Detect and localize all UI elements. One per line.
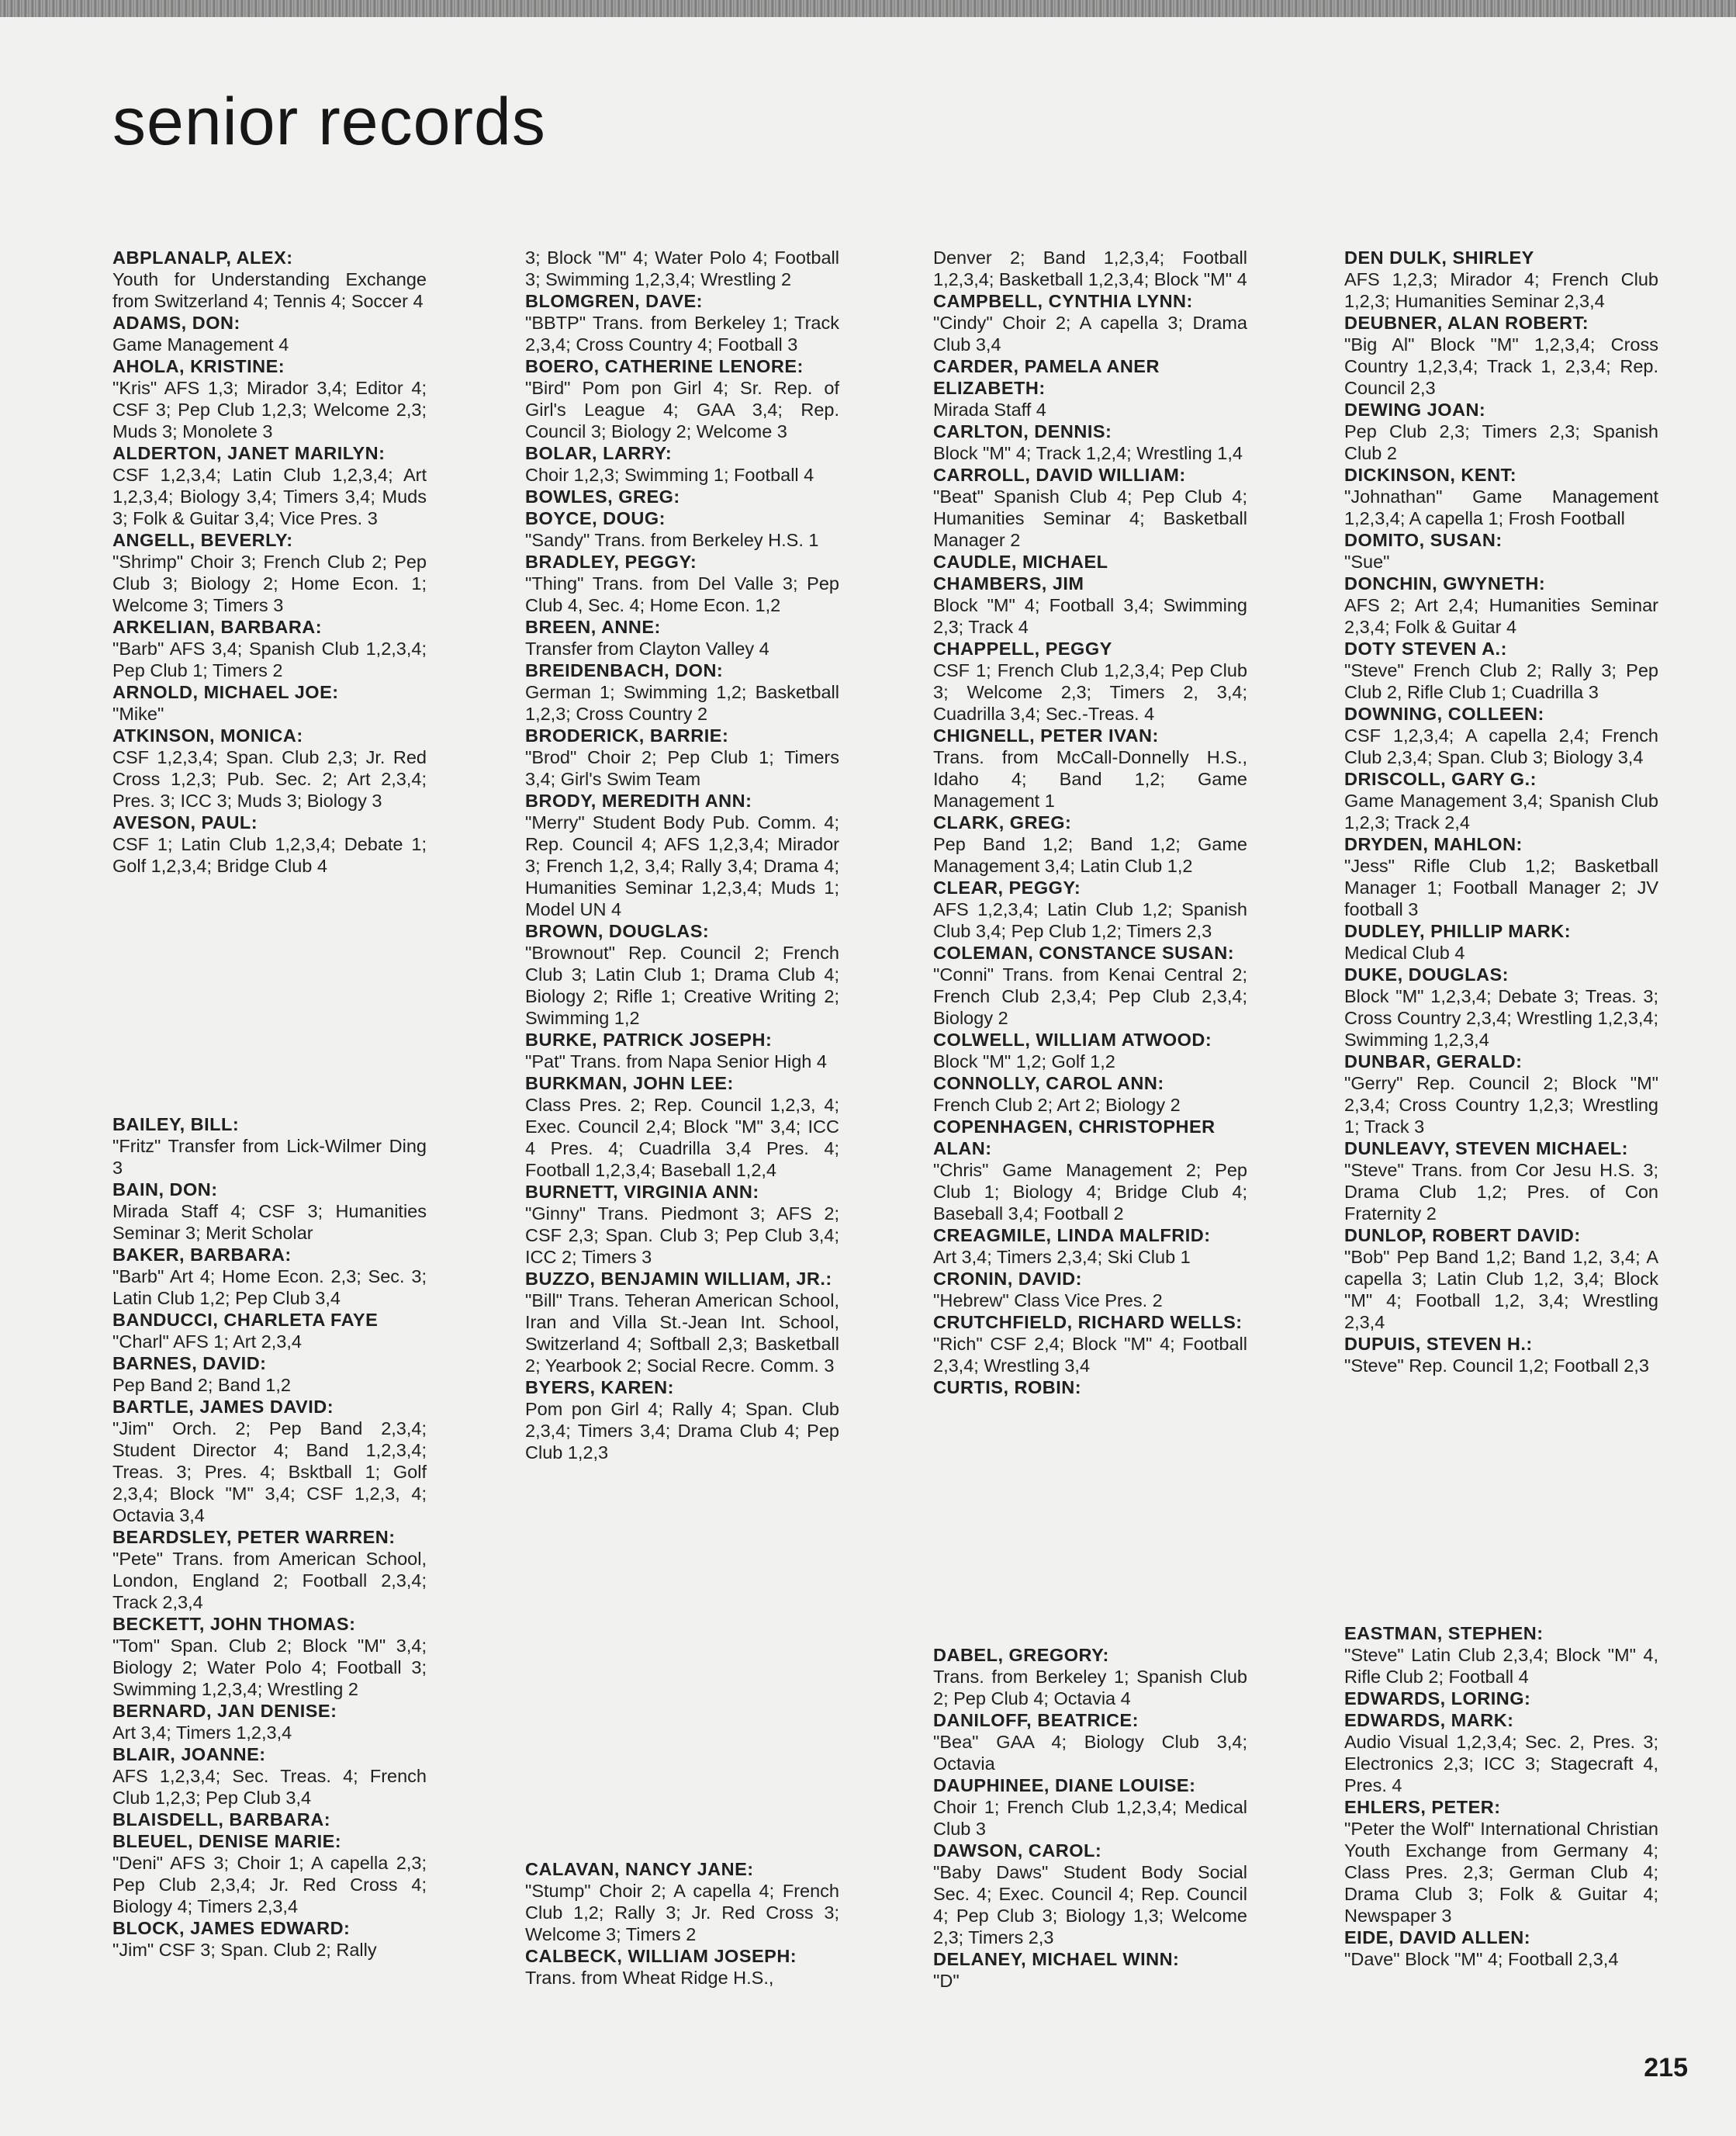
activity-list: "Fritz" Transfer from Lick-Wilmer Ding 3 bbox=[112, 1136, 427, 1178]
record-entry bbox=[525, 442, 839, 486]
activity-list: CSF 1; Latin Club 1,2,3,4; Debate 1; Golf 1,2,3,4; Bridge Club 4 bbox=[112, 834, 427, 876]
block-d-records-2 bbox=[1344, 247, 1658, 1376]
record-entry bbox=[112, 1526, 427, 1613]
student-name: BURKMAN, JOHN LEE: bbox=[525, 1073, 734, 1093]
page-title: senior records bbox=[112, 85, 546, 159]
activity-list: "Pat" Trans. from Napa Senior High 4 bbox=[525, 1051, 827, 1071]
activity-list: German 1; Swimming 1,2; Basketball 1,2,3; Cross Country 2 bbox=[525, 682, 839, 724]
record-entry bbox=[1344, 247, 1658, 312]
student-name: BAKER, BARBARA: bbox=[112, 1245, 292, 1265]
student-name: COLEMAN, CONSTANCE SUSAN: bbox=[933, 943, 1235, 963]
record-entry bbox=[1344, 1709, 1658, 1796]
record-entry bbox=[112, 355, 427, 442]
student-name: CURTIS, ROBIN: bbox=[933, 1377, 1082, 1397]
activity-list: "Steve" Latin Club 2,3,4; Block "M" 4, Rifle Club 2; Football 4 bbox=[1344, 1645, 1658, 1687]
activity-list: Game Management 3,4; Spanish Club 1,2,3; Track 2,4 bbox=[1344, 791, 1658, 833]
activity-list: "Merry" Student Body Pub. Comm. 4; Rep. Council 4; AFS 1,2,3,4; Mirador 3; French 1,2, 3,4; Rally 3,4; Drama 4; Humanities Seminar 1,2,3,4; Muds 1; Model UN 4 bbox=[525, 812, 839, 919]
record-entry bbox=[112, 681, 427, 725]
record-entry bbox=[525, 920, 839, 1029]
activity-list: AFS 2; Art 2,4; Humanities Seminar 2,3,4; Folk & Guitar 4 bbox=[1344, 595, 1658, 637]
record-entry bbox=[933, 1268, 1247, 1311]
record-entry bbox=[933, 1029, 1247, 1072]
record-entry bbox=[933, 290, 1247, 355]
student-name: ALDERTON, JANET MARILYN: bbox=[112, 443, 386, 463]
student-name: EASTMAN, STEPHEN: bbox=[1344, 1623, 1544, 1643]
activity-list: Medical Club 4 bbox=[1344, 943, 1465, 963]
activity-list: Trans. from McCall-Donnelly H.S., Idaho 4; Band 1,2; Game Management 1 bbox=[933, 747, 1247, 811]
record-entry bbox=[933, 1311, 1247, 1376]
student-name: BLAIR, JOANNE: bbox=[112, 1744, 266, 1764]
activity-list: AFS 1,2,3,4; Sec. Treas. 4; French Club 1,2,3; Pep Club 3,4 bbox=[112, 1766, 427, 1808]
record-entry bbox=[112, 616, 427, 681]
record-entry bbox=[525, 725, 839, 790]
activity-list: CSF 1,2,3,4; A capella 2,4; French Club 2,3,4; Span. Club 3; Biology 3,4 bbox=[1344, 725, 1658, 767]
activity-list: Art 3,4; Timers 2,3,4; Ski Club 1 bbox=[933, 1247, 1191, 1267]
activity-list: Mirada Staff 4; CSF 3; Humanities Seminar 3; Merit Scholar bbox=[112, 1201, 427, 1243]
record-entry bbox=[112, 1743, 427, 1809]
block-b-records-2 bbox=[525, 247, 839, 1463]
activity-list: Choir 1; French Club 1,2,3,4; Medical Club 3 bbox=[933, 1797, 1247, 1839]
student-name: CALBECK, WILLIAM JOSEPH: bbox=[525, 1946, 797, 1966]
activity-list: "Bob" Pep Band 1,2; Band 1,2, 3,4; A capella 3; Latin Club 1,2, 3,4; Block "M" 4; Football 1,2, 3,4; Wrestling 2,3,4 bbox=[1344, 1247, 1658, 1332]
student-name: CHAMBERS, JIM bbox=[933, 573, 1084, 594]
student-name: DOWNING, COLLEEN: bbox=[1344, 704, 1544, 724]
record-entry bbox=[112, 1830, 427, 1917]
student-name: EHLERS, PETER: bbox=[1344, 1797, 1501, 1817]
student-name: BEARDSLEY, PETER WARREN: bbox=[112, 1527, 396, 1547]
record-entry bbox=[933, 1376, 1247, 1398]
activity-list: Denver 2; Band 1,2,3,4; Football 1,2,3,4; Basketball 1,2,3,4; Block "M" 4 bbox=[933, 248, 1247, 289]
record-entry bbox=[1344, 1622, 1658, 1688]
student-name: AHOLA, KRISTINE: bbox=[112, 356, 285, 376]
student-name: DOTY STEVEN A.: bbox=[1344, 639, 1507, 659]
activity-list: Block "M" 1,2,3,4; Debate 3; Treas. 3; Cross Country 2,3,4; Wrestling 1,2,3,4; Swimming 1,2,3,4 bbox=[1344, 986, 1658, 1050]
scan-top-edge bbox=[0, 0, 1736, 17]
student-name: CLARK, GREG: bbox=[933, 812, 1072, 833]
record-entry bbox=[933, 1644, 1247, 1709]
student-name: DRISCOLL, GARY G.: bbox=[1344, 769, 1537, 789]
record-entry bbox=[933, 573, 1247, 638]
record-entry bbox=[112, 1700, 427, 1743]
student-name: CHAPPELL, PEGGY bbox=[933, 639, 1112, 659]
record-entry bbox=[112, 1917, 427, 1961]
student-name: CARROLL, DAVID WILLIAM: bbox=[933, 465, 1186, 485]
activity-list: "Barb" AFS 3,4; Spanish Club 1,2,3,4; Pep Club 1; Timers 2 bbox=[112, 639, 427, 680]
student-name: BERNARD, JAN DENISE: bbox=[112, 1701, 337, 1721]
record-entry bbox=[1344, 399, 1658, 464]
record-entry bbox=[112, 725, 427, 812]
student-name: DABEL, GREGORY: bbox=[933, 1645, 1109, 1665]
record-entry bbox=[1344, 1927, 1658, 1970]
record-entry bbox=[933, 1072, 1247, 1116]
activity-list: "Jim" Orch. 2; Pep Band 2,3,4; Student Director 4; Band 1,2,3,4; Treas. 3; Pres. 4; Bsktball 1; Golf 2,3,4; Block "M" 3,4; CSF 1,2,3, 4; Octavia 3,4 bbox=[112, 1418, 427, 1525]
student-name: BREIDENBACH, DON: bbox=[525, 660, 724, 680]
student-name: BAIN, DON: bbox=[112, 1179, 218, 1200]
student-name: BANDUCCI, CHARLETA FAYE bbox=[112, 1310, 379, 1330]
record-entry bbox=[1344, 638, 1658, 703]
record-entry bbox=[933, 877, 1247, 942]
record-entry bbox=[112, 1809, 427, 1830]
activity-list: AFS 1,2,3,4; Latin Club 1,2; Spanish Club 3,4; Pep Club 1,2; Timers 2,3 bbox=[933, 899, 1247, 941]
student-name: COPENHAGEN, CHRISTOPHER ALAN: bbox=[933, 1116, 1216, 1158]
record-entry bbox=[525, 247, 839, 290]
activity-list: Class Pres. 2; Rep. Council 1,2,3, 4; Exec. Council 2,4; Block "M" 3,4; ICC 4 Pres. 4; Cuadrilla 3,4 Pres. 4; Football 1,2,3,4; Baseball 1,2,4 bbox=[525, 1095, 839, 1180]
student-name: AVESON, PAUL: bbox=[112, 812, 258, 833]
record-entry bbox=[112, 1613, 427, 1700]
record-entry bbox=[933, 247, 1247, 290]
activity-list: "Jim" CSF 3; Span. Club 2; Rally bbox=[112, 1940, 377, 1960]
student-name: CAMPBELL, CYNTHIA LYNN: bbox=[933, 291, 1193, 311]
record-entry bbox=[112, 1396, 427, 1526]
record-entry bbox=[1344, 1051, 1658, 1137]
record-entry bbox=[1344, 312, 1658, 399]
student-name: BURNETT, VIRGINIA ANN: bbox=[525, 1182, 759, 1202]
record-entry bbox=[525, 1072, 839, 1181]
activity-list: Mirada Staff 4 bbox=[933, 400, 1046, 420]
activity-list: "Hebrew" Class Vice Pres. 2 bbox=[933, 1290, 1163, 1310]
student-name: BARNES, DAVID: bbox=[112, 1353, 267, 1373]
record-entry bbox=[1344, 768, 1658, 833]
record-entry bbox=[933, 942, 1247, 1029]
record-entry bbox=[525, 1945, 839, 1989]
record-entry bbox=[525, 790, 839, 920]
student-name: CALAVAN, NANCY JANE: bbox=[525, 1859, 754, 1879]
record-entry bbox=[112, 529, 427, 616]
activity-list: "Gerry" Rep. Council 2; Block "M" 2,3,4; Cross Country 1,2,3; Wrestling 1; Track 3 bbox=[1344, 1073, 1658, 1137]
record-entry bbox=[525, 355, 839, 442]
student-name: DUNBAR, GERALD: bbox=[1344, 1051, 1523, 1071]
activity-list: Pep Club 2,3; Timers 2,3; Spanish Club 2 bbox=[1344, 421, 1658, 463]
activity-list: "Steve" Rep. Council 1,2; Football 2,3 bbox=[1344, 1355, 1649, 1376]
student-name: DEN DULK, SHIRLEY bbox=[1344, 248, 1534, 268]
student-name: COLWELL, WILLIAM ATWOOD: bbox=[933, 1030, 1212, 1050]
record-entry bbox=[112, 312, 427, 355]
activity-list: Pep Band 2; Band 1,2 bbox=[112, 1375, 291, 1395]
activity-list: "Chris" Game Management 2; Pep Club 1; Biology 4; Bridge Club 4; Baseball 3,4; Football 2 bbox=[933, 1160, 1247, 1224]
activity-list: Game Management 4 bbox=[112, 334, 289, 355]
student-name: DAWSON, CAROL: bbox=[933, 1840, 1102, 1861]
student-name: BURKE, PATRICK JOSEPH: bbox=[525, 1030, 773, 1050]
record-entry bbox=[525, 1029, 839, 1072]
activity-list: Pom pon Girl 4; Rally 4; Span. Club 2,3,4; Timers 3,4; Drama Club 4; Pep Club 1,2,3 bbox=[525, 1399, 839, 1463]
record-entry bbox=[933, 1948, 1247, 1992]
record-entry bbox=[1344, 964, 1658, 1051]
record-entry bbox=[933, 355, 1247, 421]
record-entry bbox=[933, 551, 1247, 573]
student-name: DEWING JOAN: bbox=[1344, 400, 1486, 420]
activity-list: "Ginny" Trans. Piedmont 3; AFS 2; CSF 2,3; Span. Club 3; Pep Club 3,4; ICC 2; Timers 3 bbox=[525, 1203, 839, 1267]
student-name: BROWN, DOUGLAS: bbox=[525, 921, 710, 941]
student-name: CARLTON, DENNIS: bbox=[933, 421, 1112, 441]
activity-list: Youth for Understanding Exchange from Switzerland 4; Tennis 4; Soccer 4 bbox=[112, 269, 427, 311]
student-name: BOLAR, LARRY: bbox=[525, 443, 673, 463]
student-name: DRYDEN, MAHLON: bbox=[1344, 834, 1523, 854]
record-entry bbox=[112, 1309, 427, 1352]
student-name: DUNLOP, ROBERT DAVID: bbox=[1344, 1225, 1581, 1245]
activity-list: "Conni" Trans. from Kenai Central 2; French Club 2,3,4; Pep Club 2,3,4; Biology 2 bbox=[933, 964, 1247, 1028]
student-name: EDWARDS, LORING: bbox=[1344, 1688, 1531, 1708]
student-name: BECKETT, JOHN THOMAS: bbox=[112, 1614, 356, 1634]
record-entry bbox=[933, 421, 1247, 464]
record-entry bbox=[1344, 529, 1658, 573]
record-entry bbox=[112, 1352, 427, 1396]
activity-list: "Shrimp" Choir 3; French Club 2; Pep Club 3; Biology 2; Home Econ. 1; Welcome 3; Timers 3 bbox=[112, 552, 427, 615]
student-name: CONNOLLY, CAROL ANN: bbox=[933, 1073, 1164, 1093]
activity-list: "Sandy" Trans. from Berkeley H.S. 1 bbox=[525, 530, 819, 550]
block-b-records-1 bbox=[112, 1113, 427, 1961]
activity-list: "Deni" AFS 3; Choir 1; A capella 2,3; Pep Club 2,3,4; Jr. Red Cross 4; Biology 4; Timers 2,3,4 bbox=[112, 1853, 427, 1916]
record-entry bbox=[1344, 573, 1658, 638]
activity-list: "Mike" bbox=[112, 704, 164, 724]
student-name: DELANEY, MICHAEL WINN: bbox=[933, 1949, 1180, 1969]
activity-list: AFS 1,2,3; Mirador 4; French Club 1,2,3; Humanities Seminar 2,3,4 bbox=[1344, 269, 1658, 311]
activity-list: Choir 1,2,3; Swimming 1; Football 4 bbox=[525, 465, 814, 485]
activity-list: "Charl" AFS 1; Art 2,3,4 bbox=[112, 1331, 302, 1352]
activity-list: "Bea" GAA 4; Biology Club 3,4; Octavia bbox=[933, 1732, 1247, 1774]
record-entry bbox=[1344, 1333, 1658, 1376]
record-entry bbox=[933, 1774, 1247, 1840]
student-name: DICKINSON, KENT: bbox=[1344, 465, 1517, 485]
activity-list: "Bird" Pom pon Girl 4; Sr. Rep. of Girl's League 4; GAA 3,4; Rep. Council 3; Biology 2; Welcome 3 bbox=[525, 378, 839, 441]
record-entry bbox=[112, 812, 427, 877]
record-entry bbox=[1344, 1796, 1658, 1927]
record-entry bbox=[525, 616, 839, 659]
record-entry bbox=[525, 507, 839, 551]
activity-list: "Jess" Rifle Club 1,2; Basketball Manager 1; Football Manager 2; JV football 3 bbox=[1344, 856, 1658, 919]
activity-list: "Big Al" Block "M" 1,2,3,4; Cross Country 1,2,3,4; Track 1, 2,3,4; Rep. Council 2,3 bbox=[1344, 334, 1658, 398]
activity-list: "Steve" Trans. from Cor Jesu H.S. 3; Drama Club 1,2; Pres. of Con Fraternity 2 bbox=[1344, 1160, 1658, 1224]
activity-list: Trans. from Berkeley 1; Spanish Club 2; Pep Club 4; Octavia 4 bbox=[933, 1667, 1247, 1708]
student-name: BYERS, KAREN: bbox=[525, 1377, 674, 1397]
record-entry bbox=[1344, 833, 1658, 920]
student-name: ARNOLD, MICHAEL JOE: bbox=[112, 682, 339, 702]
student-name: EIDE, DAVID ALLEN: bbox=[1344, 1927, 1531, 1947]
student-name: ABPLANALP, ALEX: bbox=[112, 248, 293, 268]
student-name: BOERO, CATHERINE LENORE: bbox=[525, 356, 804, 376]
student-name: DUDLEY, PHILLIP MARK: bbox=[1344, 921, 1572, 941]
record-entry bbox=[1344, 1688, 1658, 1709]
activity-list: French Club 2; Art 2; Biology 2 bbox=[933, 1095, 1181, 1115]
student-name: CAUDLE, MICHAEL bbox=[933, 552, 1108, 572]
student-name: ARKELIAN, BARBARA: bbox=[112, 617, 323, 637]
record-entry bbox=[933, 1709, 1247, 1774]
activity-list: "Johnathan" Game Management 1,2,3,4; A capella 1; Frosh Football bbox=[1344, 486, 1658, 528]
student-name: BOYCE, DOUG: bbox=[525, 508, 666, 528]
record-entry bbox=[525, 290, 839, 355]
student-name: BRADLEY, PEGGY: bbox=[525, 552, 697, 572]
student-name: DUKE, DOUGLAS: bbox=[1344, 964, 1509, 985]
activity-list: "Pete" Trans. from American School, London, England 2; Football 2,3,4; Track 2,3,4 bbox=[112, 1549, 427, 1612]
record-entry bbox=[933, 638, 1247, 725]
activity-list: Audio Visual 1,2,3,4; Sec. 2, Pres. 3; Electronics 2,3; ICC 3; Stagecraft 4, Pres. 4 bbox=[1344, 1732, 1658, 1795]
activity-list: Block "M" 4; Football 3,4; Swimming 2,3; Track 4 bbox=[933, 595, 1247, 637]
record-entry bbox=[933, 1224, 1247, 1268]
student-name: ADAMS, DON: bbox=[112, 313, 240, 333]
student-name: BARTLE, JAMES DAVID: bbox=[112, 1397, 334, 1417]
student-name: DONCHIN, GWYNETH: bbox=[1344, 573, 1546, 594]
student-name: DUNLEAVY, STEVEN MICHAEL: bbox=[1344, 1138, 1628, 1158]
student-name: CLEAR, PEGGY: bbox=[933, 878, 1081, 898]
record-entry bbox=[1344, 920, 1658, 964]
activity-list: "Steve" French Club 2; Rally 3; Pep Club 2, Rifle Club 1; Cuadrilla 3 bbox=[1344, 660, 1658, 702]
activity-list: "D" bbox=[933, 1971, 960, 1991]
student-name: EDWARDS, MARK: bbox=[1344, 1710, 1514, 1730]
activity-list: "Tom" Span. Club 2; Block "M" 3,4; Biology 2; Water Polo 4; Football 3; Swimming 1,2,3,4; Wrestling 2 bbox=[112, 1636, 427, 1699]
student-name: DOMITO, SUSAN: bbox=[1344, 530, 1503, 550]
activity-list: "Cindy" Choir 2; A capella 3; Drama Club 3,4 bbox=[933, 313, 1247, 355]
record-entry bbox=[933, 464, 1247, 551]
student-name: CRONIN, DAVID: bbox=[933, 1269, 1082, 1289]
record-entry bbox=[1344, 1137, 1658, 1224]
record-entry bbox=[525, 551, 839, 616]
student-name: ANGELL, BEVERLY: bbox=[112, 530, 293, 550]
record-entry bbox=[112, 247, 427, 312]
activity-list: "Kris" AFS 1,3; Mirador 3,4; Editor 4; CSF 3; Pep Club 1,2,3; Welcome 2,3; Muds 3; Monolete 3 bbox=[112, 378, 427, 441]
record-entry bbox=[933, 725, 1247, 812]
activity-list: "Brod" Choir 2; Pep Club 1; Timers 3,4; Girl's Swim Team bbox=[525, 747, 839, 789]
activity-list: Art 3,4; Timers 1,2,3,4 bbox=[112, 1722, 292, 1743]
activity-list: "Beat" Spanish Club 4; Pep Club 4; Humanities Seminar 4; Basketball Manager 2 bbox=[933, 486, 1247, 550]
activity-list: Transfer from Clayton Valley 4 bbox=[525, 639, 769, 659]
record-entry bbox=[525, 659, 839, 725]
student-name: CARDER, PAMELA ANER ELIZABETH: bbox=[933, 356, 1160, 398]
activity-list: CSF 1,2,3,4; Latin Club 1,2,3,4; Art 1,2,3,4; Biology 3,4; Timers 3,4; Muds 3; Folk & Guitar 3,4; Vice Pres. 3 bbox=[112, 465, 427, 528]
record-entry bbox=[112, 1244, 427, 1309]
student-name: ATKINSON, MONICA: bbox=[112, 725, 303, 746]
activity-list: "Thing" Trans. from Del Valle 3; Pep Club 4, Sec. 4; Home Econ. 1,2 bbox=[525, 573, 839, 615]
student-name: BRODERICK, BARRIE: bbox=[525, 725, 729, 746]
block-d-records-1 bbox=[933, 1644, 1247, 1992]
record-entry bbox=[1344, 703, 1658, 768]
student-name: BLOCK, JAMES EDWARD: bbox=[112, 1918, 351, 1938]
student-name: BLAISDELL, BARBARA: bbox=[112, 1809, 331, 1830]
activity-list: Trans. from Wheat Ridge H.S., bbox=[525, 1968, 774, 1988]
record-entry bbox=[933, 1116, 1247, 1224]
activity-list: "Bill" Trans. Teheran American School, Iran and Villa St.-Jean Int. School, Switzerland 4; Softball 2,3; Basketball 2; Yearbook 2; Social Recre. Comm. 3 bbox=[525, 1290, 839, 1376]
record-entry bbox=[933, 812, 1247, 877]
student-name: BAILEY, BILL: bbox=[112, 1114, 240, 1134]
record-entry bbox=[525, 486, 839, 507]
activity-list: "Barb" Art 4; Home Econ. 2,3; Sec. 3; Latin Club 1,2; Pep Club 3,4 bbox=[112, 1266, 427, 1308]
activity-list: "BBTP" Trans. from Berkeley 1; Track 2,3,4; Cross Country 4; Football 3 bbox=[525, 313, 839, 355]
student-name: CRUTCHFIELD, RICHARD WELLS: bbox=[933, 1312, 1243, 1332]
student-name: BUZZO, BENJAMIN WILLIAM, JR.: bbox=[525, 1269, 832, 1289]
record-entry bbox=[525, 1858, 839, 1945]
record-entry bbox=[525, 1181, 839, 1268]
student-name: DAUPHINEE, DIANE LOUISE: bbox=[933, 1775, 1196, 1795]
record-entry bbox=[525, 1376, 839, 1463]
block-e-records bbox=[1344, 1622, 1658, 1970]
record-entry bbox=[1344, 464, 1658, 529]
block-c-records-2 bbox=[933, 247, 1247, 1398]
block-c-records-1 bbox=[525, 1858, 839, 1989]
activity-list: "Baby Daws" Student Body Social Sec. 4; Exec. Council 4; Rep. Council 4; Pep Club 3; Biology 1,3; Welcome 2,3; Timers 2,3 bbox=[933, 1862, 1247, 1947]
student-name: BLOMGREN, DAVE: bbox=[525, 291, 704, 311]
activity-list: Block "M" 1,2; Golf 1,2 bbox=[933, 1051, 1115, 1071]
activity-list: 3; Block "M" 4; Water Polo 4; Football 3; Swimming 1,2,3,4; Wrestling 2 bbox=[525, 248, 839, 289]
student-name: DANILOFF, BEATRICE: bbox=[933, 1710, 1139, 1730]
record-entry bbox=[525, 1268, 839, 1376]
student-name: CHIGNELL, PETER IVAN: bbox=[933, 725, 1159, 746]
record-entry bbox=[112, 1113, 427, 1179]
activity-list: "Sue" bbox=[1344, 552, 1390, 572]
student-name: BREEN, ANNE: bbox=[525, 617, 661, 637]
student-name: BOWLES, GREG: bbox=[525, 486, 680, 507]
record-entry bbox=[933, 1840, 1247, 1948]
activity-list: "Stump" Choir 2; A capella 4; French Club 1,2; Rally 3; Jr. Red Cross 3; Welcome 3; Timers 2 bbox=[525, 1881, 839, 1944]
record-entry bbox=[1344, 1224, 1658, 1333]
student-name: DEUBNER, ALAN ROBERT: bbox=[1344, 313, 1589, 333]
activity-list: Block "M" 4; Track 1,2,4; Wrestling 1,4 bbox=[933, 443, 1243, 463]
activity-list: "Dave" Block "M" 4; Football 2,3,4 bbox=[1344, 1949, 1619, 1969]
block-a-records bbox=[112, 247, 427, 877]
activity-list: "Brownout" Rep. Council 2; French Club 3; Latin Club 1; Drama Club 4; Biology 2; Rifle 1; Creative Writing 2; Swimming 1,2 bbox=[525, 943, 839, 1028]
student-name: DUPUIS, STEVEN H.: bbox=[1344, 1334, 1533, 1354]
activity-list: CSF 1,2,3,4; Span. Club 2,3; Jr. Red Cross 1,2,3; Pub. Sec. 2; Art 2,3,4; Pres. 3; ICC 3; Muds 3; Biology 3 bbox=[112, 747, 427, 811]
activity-list: "Rich" CSF 2,4; Block "M" 4; Football 2,3,4; Wrestling 3,4 bbox=[933, 1334, 1247, 1376]
activity-list: "Peter the Wolf" International Christian Youth Exchange from Germany 4; Class Pres. 2,3; German Club 4; Drama Club 3; Folk & Guitar 4; Newspaper 3 bbox=[1344, 1819, 1658, 1926]
record-entry bbox=[112, 1179, 427, 1244]
student-name: BLEUEL, DENISE MARIE: bbox=[112, 1831, 342, 1851]
record-entry bbox=[112, 442, 427, 529]
student-name: CREAGMILE, LINDA MALFRID: bbox=[933, 1225, 1211, 1245]
page-number: 215 bbox=[1644, 2053, 1688, 2082]
activity-list: CSF 1; French Club 1,2,3,4; Pep Club 3; Welcome 2,3; Timers 2, 3,4; Cuadrilla 3,4; Sec.-Treas. 4 bbox=[933, 660, 1247, 724]
activity-list: Pep Band 1,2; Band 1,2; Game Management 3,4; Latin Club 1,2 bbox=[933, 834, 1247, 876]
student-name: BRODY, MEREDITH ANN: bbox=[525, 791, 752, 811]
